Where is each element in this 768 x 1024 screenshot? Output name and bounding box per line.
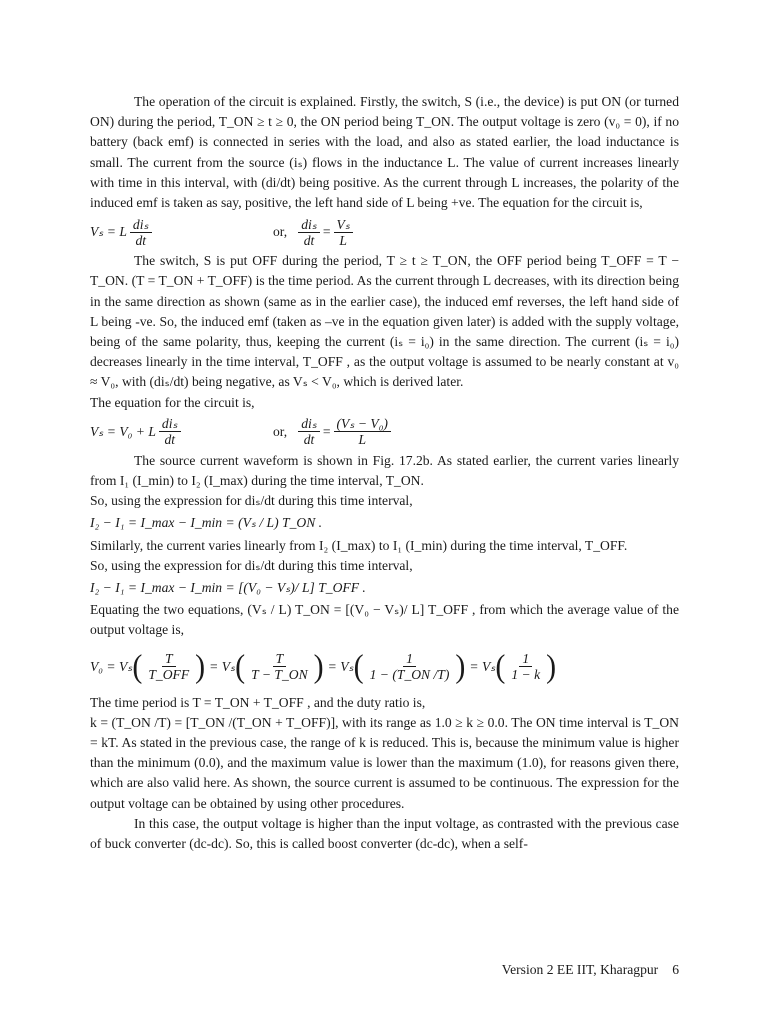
- or-label: or,: [273, 423, 288, 439]
- eq2r-fraction-right: $\frac{\text{(Vₛ − V₀)}}{L}$: [334, 416, 391, 447]
- paragraph-using-expression-2: So, using the expression for diₛ/dt during this time interval,: [90, 557, 413, 573]
- paragraph-boost-converter: In this case, the output voltage is higher than the input voltage, as contrasted with the previous case of buck converter (dc-dc). So, this is called boost converter (dc-dc), when a self-: [90, 815, 679, 852]
- eq2-left: Vₛ = V₀ + L: [90, 423, 156, 439]
- paragraph-using-expression-1: So, using the expression for diₛ/dt during this time interval,: [90, 493, 413, 509]
- paragraph-equation-intro: The equation for the circuit is,: [90, 394, 255, 410]
- vo-fraction-3: $\frac{1}{1 - (T\_ON /T)}$: [369, 651, 450, 683]
- paragraph-similarly: Similarly, the current varies linearly from I₂ (I_max) to I₁ (I_min) during the time interval, T_OFF.: [90, 537, 628, 553]
- equation-output-voltage: V₀ = Vₛ ( $\frac{T}{\text{T\_OFF}}$ ) = Vₛ ( $\frac{T}{T - T\_ON}$ ) = Vₛ ( $\frac{1}{1 - (T\_ON /T)}$ ) = Vₛ ( $\frac{1}{1 - k}$ ): [90, 647, 557, 685]
- eq2r-fraction-left: $\frac{\text{diₛ}}{dt}$: [298, 416, 320, 447]
- or-label: or,: [273, 224, 288, 240]
- paragraph-off-period: The switch, S is put OFF during the period, T ≥ t ≥ T_ON, the OFF period being T_OFF = T − T_ON. (T = T_ON + T_OFF) is the time period. As the current through L decreases, with its direction being in the same direction as shown (same as in the earlier case), the induced emf reverses, the left hand side of L being -ve. So, the induced emf (taken as –ve in the equation given later) is added with the supply voltage, being of the same polarity, thus, keeping the current (iₛ = i₀) in the same direction. The current (iₛ = i₀) decreases linearly in the time interval, T_OFF , as the output voltage is assumed to be nearly constant at v₀ ≈ V₀, with (diₛ/dt) being negative, as Vₛ < V₀, which is derived later.: [90, 253, 679, 390]
- vo-fraction-4: $\frac{1}{1 - k}$: [511, 651, 541, 683]
- eq1-fraction: $\frac{\text{diₛ}}{dt}$: [130, 217, 152, 248]
- equation-on-period: Vₛ = L $\frac{\text{diₛ}}{dt}$ or, $\frac{\text{diₛ}}{dt}$ = $\frac{\text{Vₛ}}{L}$: [90, 213, 679, 251]
- paragraph-equating: Equating the two equations, (Vₛ / L) T_ON = [(V₀ − Vₛ)/ L] T_OFF , from which the average value of the output voltage is,: [90, 602, 679, 638]
- vo-fraction-2: $\frac{T}{T - T\_ON}$: [251, 651, 308, 683]
- eq1-left: Vₛ = L: [90, 224, 127, 240]
- equation-off-period: Vₛ = V₀ + L $\frac{\text{diₛ}}{dt}$ or, $\frac{\text{diₛ}}{dt}$ = $\frac{\text{(Vₛ − V₀)}}{L}$: [90, 413, 679, 451]
- equation-current-off: I₂ − I₁ = I_max − I_min = [(V₀ − Vₛ)/ L] T_OFF .: [90, 580, 366, 596]
- eq2-fraction: $\frac{\text{diₛ}}{dt}$: [159, 416, 181, 447]
- page-footer: [488, 962, 679, 978]
- paragraph-operation: The operation of the circuit is explained. Firstly, the switch, S (i.e., the device) is put ON (or turned ON) during the period, T_ON ≥ t ≥ 0, the ON period being T_ON. The output voltage is zero (v₀ = 0), if no battery (back emf) is connected in series with the load, and also as stated earlier, the load inductance is small. The current from the source (iₛ) flows in the inductance L. The value of current increases linearly with time in this interval, with (di/dt) being positive. As the current through L increases, the polarity of the induced emf is taken as say, positive, the left hand side of L being +ve. The equation for the circuit is,: [90, 94, 679, 211]
- document-body: [90, 92, 679, 854]
- page-number: 6: [672, 962, 679, 977]
- equation-current-on: I₂ − I₁ = I_max − I_min = (Vₛ / L) T_ON .: [90, 515, 323, 531]
- vo-fraction-1: $\frac{T}{\text{T\_OFF}}$: [148, 651, 190, 683]
- paragraph-time-period: The time period is T = T_ON + T_OFF , and the duty ratio is,: [90, 694, 426, 710]
- footer-source: Version 2 EE IIT, Kharagpur: [501, 962, 659, 977]
- eq1r-fraction-left: $\frac{\text{diₛ}}{dt}$: [298, 217, 320, 248]
- paragraph-duty-ratio: k = (T_ON /T) = [T_ON /(T_ON + T_OFF)], with its range as 1.0 ≥ k ≥ 0.0. The ON time interval is T_ON = kT. As stated in the previous case, the range of k is reduced. This is, because the minimum value is higher than the minimum (0.0), and the maximum value is lower than the maximum (1.0), for reasons given there, which are also valid here. As shown, the source current is assumed to be continuous. The expression for the output voltage can be obtained by using other procedures.: [90, 714, 679, 811]
- paragraph-source-current: The source current waveform is shown in Fig. 17.2b. As stated earlier, the current varies linearly from I₁ (I_min) to I₂ (I_max) during the time interval, T_ON.: [90, 452, 679, 489]
- eq1r-fraction-right: $\frac{\text{Vₛ}}{L}$: [334, 217, 353, 248]
